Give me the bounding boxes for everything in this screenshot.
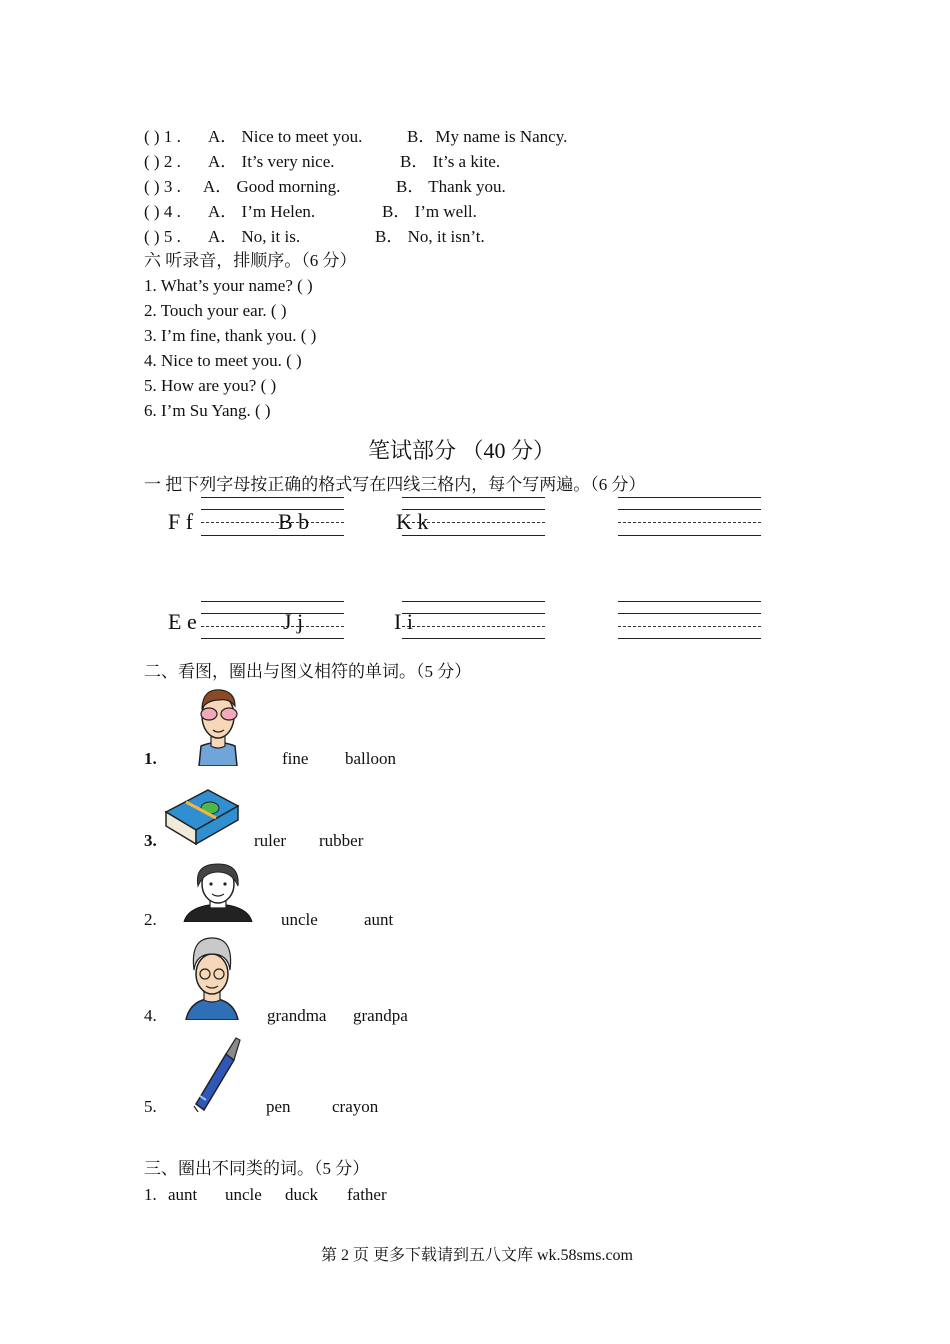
letter-pair: K k [396,509,429,534]
word-option[interactable]: crayon [332,1097,379,1116]
choice-num: ( ) 4 . [144,202,181,221]
word-option[interactable]: rubber [319,831,364,850]
choice-a: A． Good morning. [203,177,341,196]
written-part-title: 笔试部分 （40 分） [368,438,556,463]
item-number: 1. [144,749,157,768]
choice-b: B． No, it isn’t. [375,227,485,246]
item-number: 1. [144,1185,157,1204]
word-option[interactable]: duck [285,1185,319,1204]
item-number: 3. [144,831,157,850]
eraser-icon [164,786,240,846]
man-face-icon [193,684,243,766]
word-option[interactable]: aunt [364,910,394,929]
choice-num: ( ) 1 . [144,127,181,146]
order-item-5: 5. How are you? ( ) [144,376,277,395]
w1-title: 一 把下列字母按正确的格式写在四线三格内，每个写两遍。（6 分） [144,475,646,494]
choice-a: A． Nice to meet you. [208,127,363,146]
choice-num: ( ) 2 . [144,152,181,171]
choice-b: B． I’m well. [382,202,477,221]
letter-pair: F f [168,509,194,534]
word-option[interactable]: aunt [168,1185,198,1204]
order-item-4: 4. Nice to meet you. ( ) [144,351,302,370]
order-item-3: 3. I’m fine, thank you. ( ) [144,326,317,345]
choice-b: B．My name is Nancy. [407,127,568,146]
order-item-6: 6. I’m Su Yang. ( ) [144,401,271,420]
item-number: 2. [144,910,157,929]
item-number: 5. [144,1097,157,1116]
word-option[interactable]: grandma [267,1006,327,1025]
pen-icon [186,1034,242,1112]
page-footer: 第 2 页 更多下载请到五八文库 wk.58sms.com [321,1247,634,1264]
letter-pair: I i [394,609,413,634]
word-option[interactable]: uncle [281,910,318,929]
choice-b: B． Thank you. [396,177,506,196]
section6-title: 六 听录音，排顺序。（6 分） [144,251,357,270]
word-option[interactable]: balloon [345,749,396,768]
grandma-face-icon [184,934,240,1020]
w2-title: 二、看图，圈出与图义相符的单词。（5 分） [144,662,472,681]
letter-pair: B b [278,509,310,534]
choice-num: ( ) 5 . [144,227,181,246]
letter-pair: J j [283,609,304,634]
w3-title: 三、圈出不同类的词。（5 分） [144,1159,370,1178]
word-option[interactable]: pen [266,1097,291,1116]
word-option[interactable]: ruler [254,831,287,850]
choice-a: A． No, it is. [208,227,301,246]
choice-num: ( ) 3 . [144,177,181,196]
woman-face-icon [180,860,256,922]
choice-a: A． I’m Helen. [208,202,316,221]
word-option[interactable]: grandpa [353,1006,408,1025]
word-option[interactable]: fine [282,749,309,768]
word-option[interactable]: uncle [225,1185,262,1204]
word-option[interactable]: father [347,1185,387,1204]
choice-b: B． It’s a kite. [400,152,501,171]
order-item-2: 2. Touch your ear. ( ) [144,301,287,320]
order-item-1: 1. What’s your name? ( ) [144,276,313,295]
item-number: 4. [144,1006,157,1025]
letter-pair: E e [168,609,197,634]
choice-a: A． It’s very nice. [208,152,335,171]
